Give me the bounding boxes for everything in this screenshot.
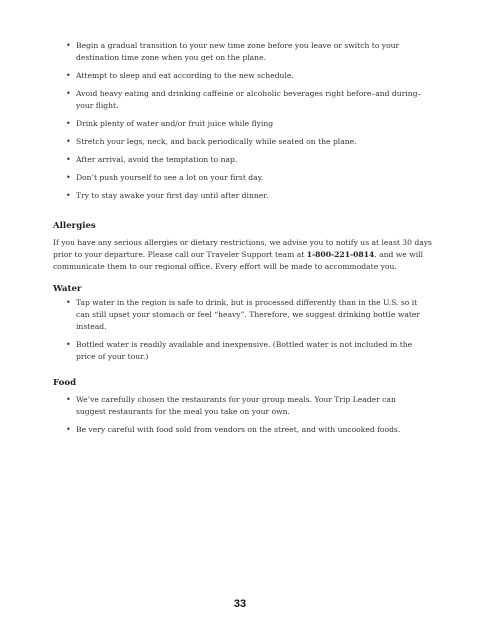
list-item: • Avoid heavy eating and drinking caffeine or alcoholic beverages right before–and during–your flight. bbox=[66, 89, 422, 110]
food-list bbox=[66, 394, 426, 442]
list-item: • Attempt to sleep and eat according to the new schedule. bbox=[66, 71, 294, 80]
jet-lag-tips-list bbox=[66, 40, 426, 208]
bullet-icon: • bbox=[66, 89, 71, 98]
bullet-icon: • bbox=[66, 298, 71, 307]
support-phone-number: 1-800-221-0814 bbox=[306, 250, 375, 259]
water-list bbox=[66, 297, 426, 369]
list-item: • Try to stay awake your first day until after dinner. bbox=[66, 191, 269, 200]
bullet-icon: • bbox=[66, 425, 71, 434]
list-item: • Drink plenty of water and/or fruit juice while flying bbox=[66, 119, 274, 128]
water-heading: Water bbox=[53, 284, 82, 294]
list-item: • Stretch your legs, neck, and back periodically while seated on the plane. bbox=[66, 137, 357, 146]
list-item: • Begin a gradual transition to your new time zone before you leave or switch to your destination time zone when you get on the plane. bbox=[66, 41, 400, 62]
list-item: • Don’t push yourself to see a lot on your first day. bbox=[66, 173, 264, 182]
food-heading: Food bbox=[53, 378, 77, 388]
list-item: • After arrival, avoid the temptation to nap. bbox=[66, 155, 238, 164]
bullet-icon: • bbox=[66, 395, 71, 404]
bullet-icon: • bbox=[66, 71, 71, 80]
list-item: • We’ve carefully chosen the restaurants for your group meals. Your Trip Leader can suggest restaurants for the meal you take on your own. bbox=[66, 395, 396, 416]
list-item: • Be very careful with food sold from vendors on the street, and with uncooked foods. bbox=[66, 425, 401, 434]
bullet-icon: • bbox=[66, 137, 71, 146]
page-number: 33 bbox=[233, 598, 247, 610]
bullet-icon: • bbox=[66, 191, 71, 200]
bullet-icon: • bbox=[66, 119, 71, 128]
bullet-icon: • bbox=[66, 173, 71, 182]
bullet-icon: • bbox=[66, 41, 71, 50]
allergies-paragraph: If you have any serious allergies or dietary restrictions, we advise you to notify us at least 30 days prior to your departure. Please call our Traveler Support team at 1-800-221-0814, and we will communicate them to our regional office. Every effort will be made to accommodate you. bbox=[53, 238, 432, 271]
list-item: • Tap water in the region is safe to drink, but is processed differently than in the U.S. so it can still upset your stomach or feel “heavy”. Therefore, we suggest drinking bottle water instead. bbox=[66, 298, 421, 331]
allergies-heading: Allergies bbox=[53, 221, 96, 231]
bullet-icon: • bbox=[66, 155, 71, 164]
list-item: • Bottled water is readily available and inexpensive. (Bottled water is not included in the price of your tour.) bbox=[66, 340, 413, 361]
bullet-icon: • bbox=[66, 340, 71, 349]
